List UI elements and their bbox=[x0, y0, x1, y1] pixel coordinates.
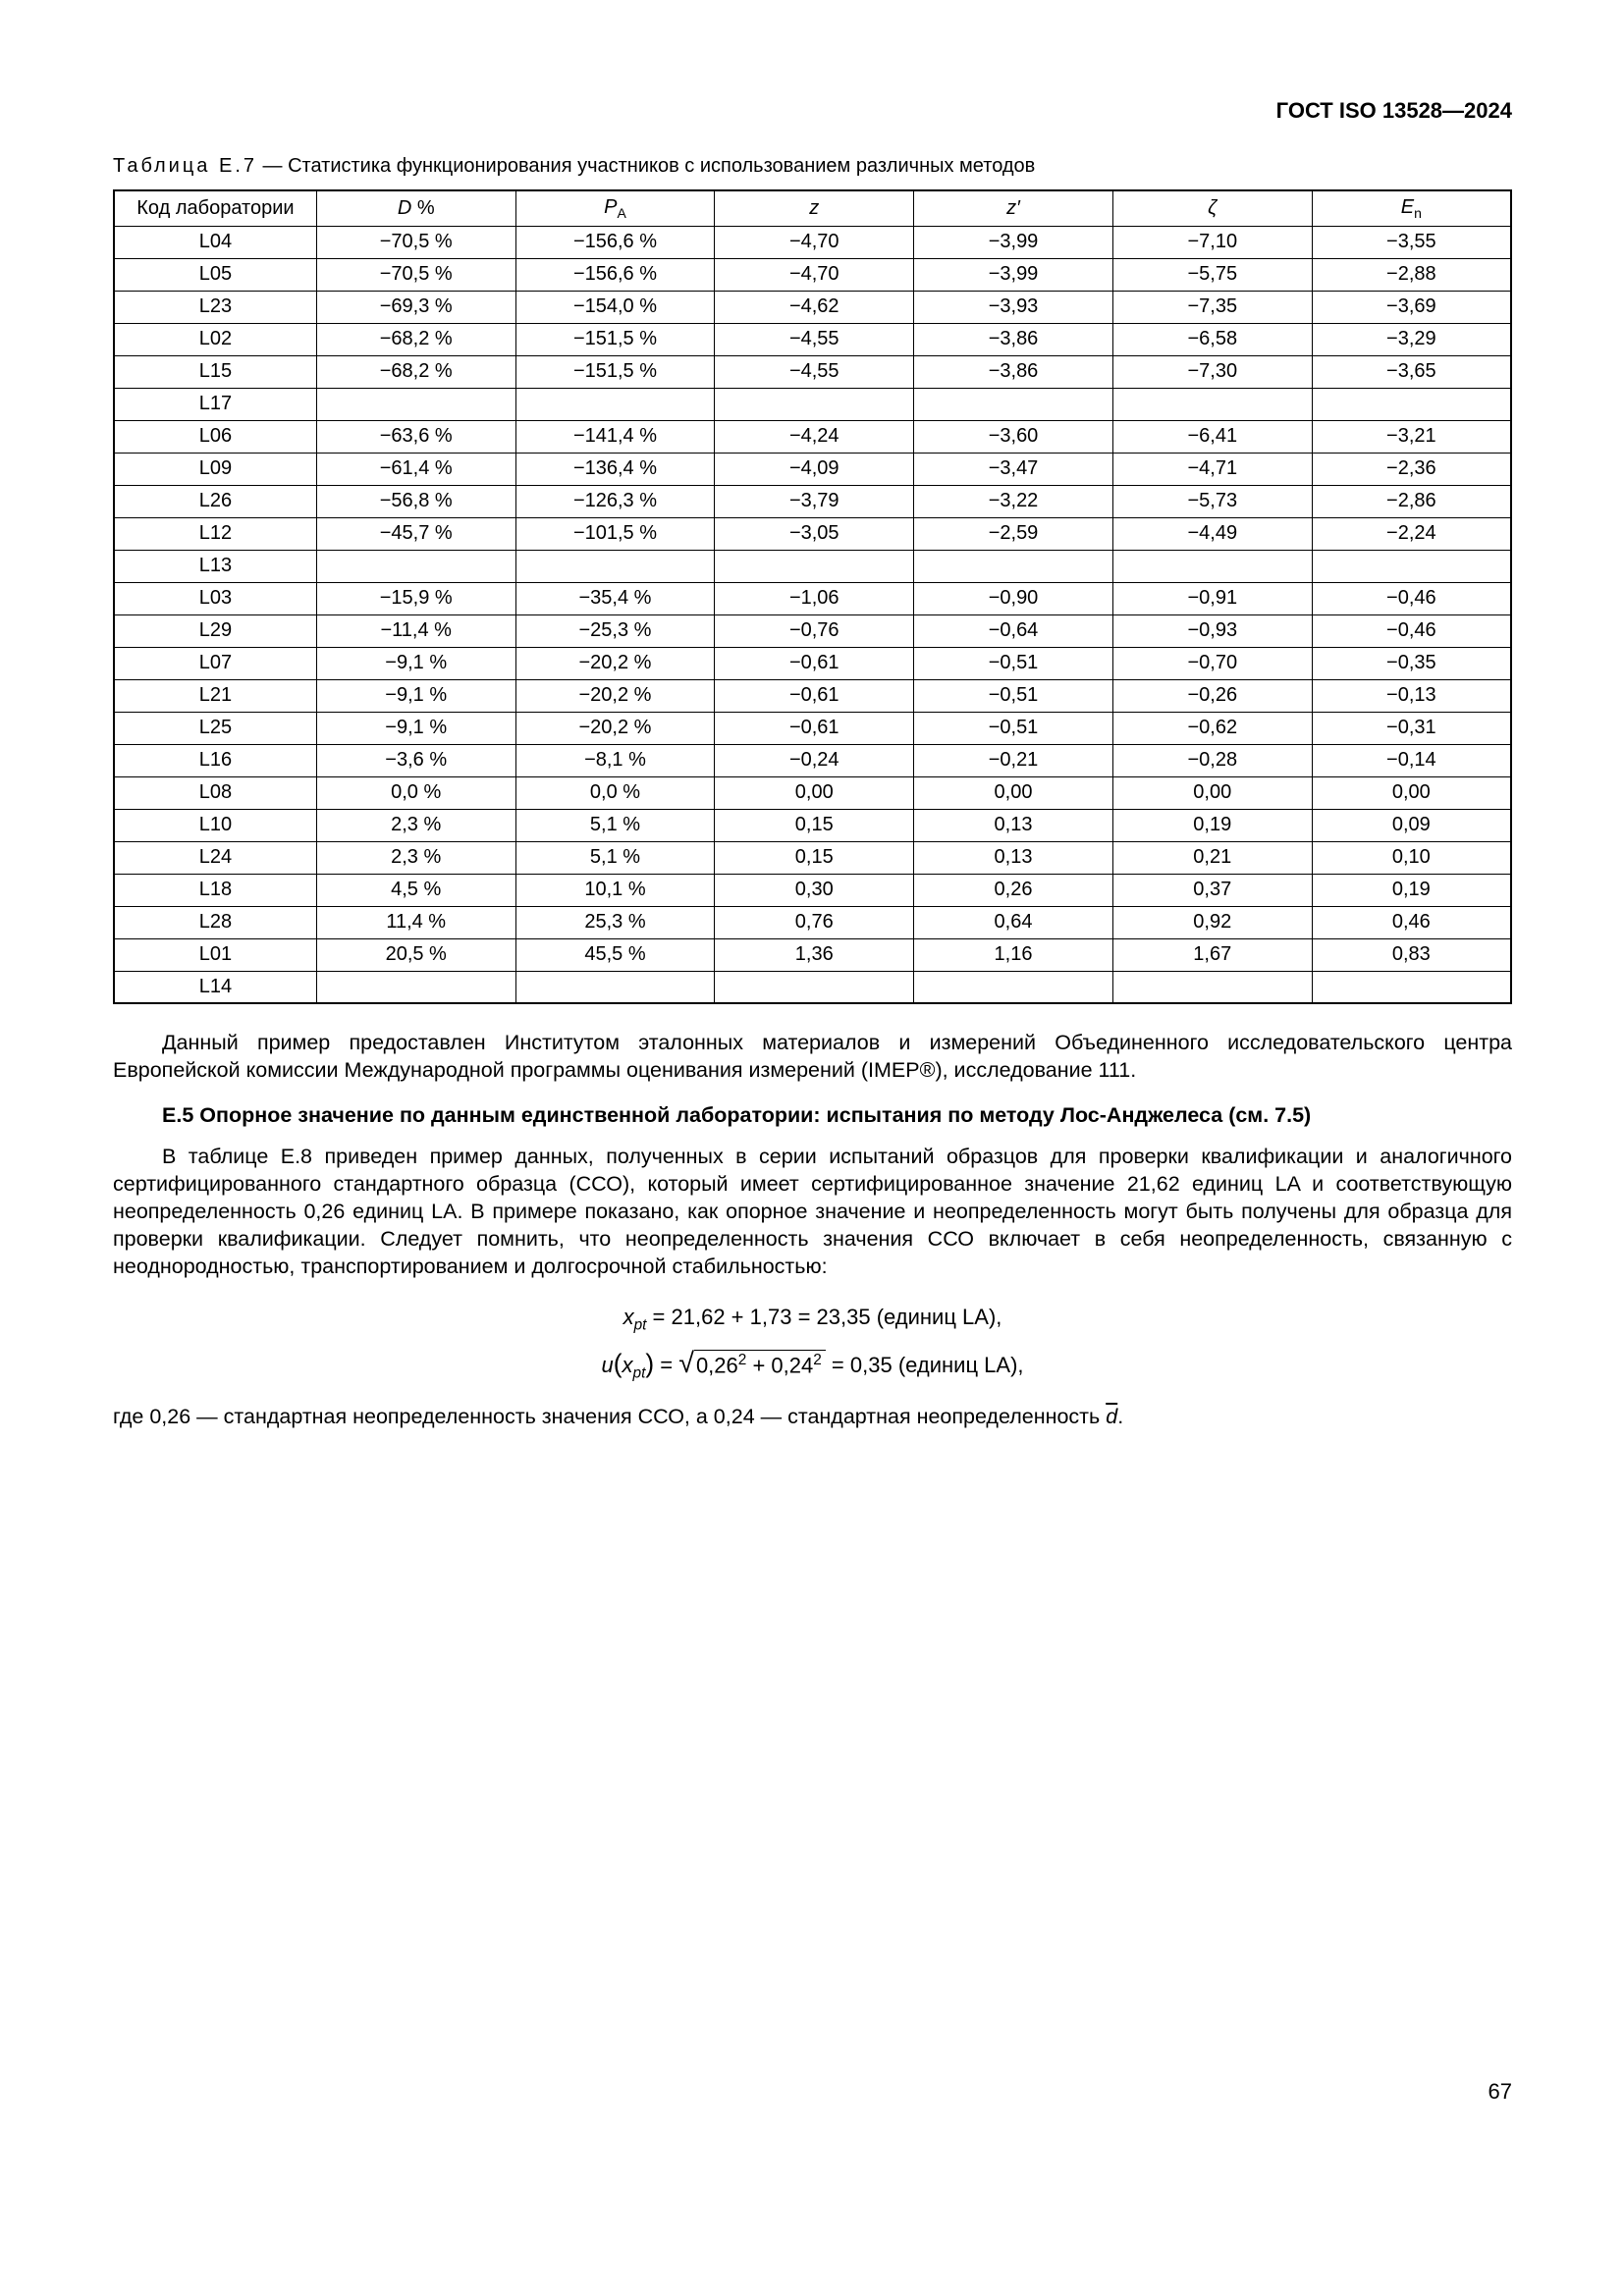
table-row bbox=[114, 291, 1511, 323]
formula-body: = 21,62 + 1,73 = 23,35 bbox=[646, 1304, 877, 1329]
stat-value-cell bbox=[316, 388, 515, 420]
stat-value-cell: −7,35 bbox=[1112, 291, 1312, 323]
stat-value-cell: 0,37 bbox=[1112, 874, 1312, 906]
radicand-term1: 0,26 bbox=[695, 1352, 738, 1377]
stat-value-cell: −0,93 bbox=[1112, 614, 1312, 647]
stat-value-cell: 25,3 % bbox=[515, 906, 715, 938]
stat-value-cell: 0,00 bbox=[715, 776, 914, 809]
stat-value-cell: 0,00 bbox=[1312, 776, 1511, 809]
stat-value-cell: −4,24 bbox=[715, 420, 914, 453]
paren-close: ) bbox=[645, 1348, 655, 1378]
stat-value-cell: −3,47 bbox=[914, 453, 1113, 485]
stat-value-cell: −5,75 bbox=[1112, 258, 1312, 291]
stat-value-cell: −151,5 % bbox=[515, 355, 715, 388]
note-text: где 0,26 — стандартная неопределенность значения ССО, а 0,24 — стандартная неопределенность bbox=[113, 1405, 1107, 1429]
lab-code-cell: L02 bbox=[114, 323, 316, 355]
col-label-sub: A bbox=[617, 204, 626, 221]
lab-code-cell: L04 bbox=[114, 226, 316, 258]
stat-value-cell: −25,3 % bbox=[515, 614, 715, 647]
stat-value-cell: −3,69 bbox=[1312, 291, 1511, 323]
stat-value-cell: −3,79 bbox=[715, 485, 914, 517]
stat-value-cell: −0,24 bbox=[715, 744, 914, 776]
stat-value-cell: −4,55 bbox=[715, 323, 914, 355]
stat-value-cell: 0,92 bbox=[1112, 906, 1312, 938]
col-header-lab-code bbox=[114, 190, 316, 226]
stat-value-cell bbox=[1312, 971, 1511, 1003]
stat-value-cell: −6,58 bbox=[1112, 323, 1312, 355]
stat-value-cell bbox=[515, 388, 715, 420]
radicand bbox=[694, 1350, 826, 1378]
stat-value-cell: −3,05 bbox=[715, 517, 914, 550]
paragraph-e8-intro: В таблице Е.8 приведен пример данных, полученных в серии испытаний образцов для проверки квалификации и аналогичного сертифицированного стандартного образца (ССО), который имеет сертифицированное значение 21,62 единиц LA и соответствующую неопределенность 0,26 единиц LA. В примере показано, как опорное значение и неопределенность могут быть получены для образца для проверки квалификации. Следует помнить, что неопределенность значения ССО включает в себя неопределенность, связанную с неоднородностью, транспортированием и долгосрочной стабильностью: bbox=[113, 1144, 1512, 1278]
stat-value-cell: 0,76 bbox=[715, 906, 914, 938]
stat-value-cell: 0,21 bbox=[1112, 841, 1312, 874]
stat-value-cell: 0,0 % bbox=[515, 776, 715, 809]
stat-value-cell: −3,65 bbox=[1312, 355, 1511, 388]
lab-code-cell: L28 bbox=[114, 906, 316, 938]
stat-value-cell: −6,41 bbox=[1112, 420, 1312, 453]
table-header-row bbox=[114, 190, 1511, 226]
stat-value-cell: 4,5 % bbox=[316, 874, 515, 906]
stat-value-cell: −3,29 bbox=[1312, 323, 1511, 355]
stat-value-cell: 0,46 bbox=[1312, 906, 1511, 938]
stat-value-cell: −70,5 % bbox=[316, 226, 515, 258]
stat-value-cell: −0,70 bbox=[1112, 647, 1312, 679]
stat-value-cell: −126,3 % bbox=[515, 485, 715, 517]
stat-value-cell: −15,9 % bbox=[316, 582, 515, 614]
stat-value-cell: −2,59 bbox=[914, 517, 1113, 550]
table-row bbox=[114, 582, 1511, 614]
formula-result: = 0,35 bbox=[825, 1352, 898, 1377]
stat-value-cell: 0,10 bbox=[1312, 841, 1511, 874]
stat-value-cell: −4,70 bbox=[715, 226, 914, 258]
stat-value-cell: −0,51 bbox=[914, 679, 1113, 712]
stat-value-cell: −3,21 bbox=[1312, 420, 1511, 453]
stat-value-cell: −45,7 % bbox=[316, 517, 515, 550]
page-number: 67 bbox=[1488, 2079, 1512, 2104]
table-row bbox=[114, 809, 1511, 841]
table-caption-text: — Статистика функционирования участников с использованием различных методов bbox=[257, 155, 1036, 177]
doc-header bbox=[113, 98, 1512, 124]
stat-value-cell: −2,88 bbox=[1312, 258, 1511, 291]
stat-value-cell: 45,5 % bbox=[515, 938, 715, 971]
stat-value-cell: −0,61 bbox=[715, 679, 914, 712]
lab-code-cell: L23 bbox=[114, 291, 316, 323]
col-label: z′ bbox=[1006, 196, 1020, 219]
lab-code-cell: L25 bbox=[114, 712, 316, 744]
stat-value-cell: −4,62 bbox=[715, 291, 914, 323]
stat-value-cell bbox=[1112, 550, 1312, 582]
stat-value-cell: −3,99 bbox=[914, 258, 1113, 291]
table-row bbox=[114, 614, 1511, 647]
table-row bbox=[114, 874, 1511, 906]
stat-value-cell bbox=[1312, 550, 1511, 582]
lab-code-cell: L18 bbox=[114, 874, 316, 906]
stat-value-cell: 10,1 % bbox=[515, 874, 715, 906]
note-uncertainty bbox=[113, 1404, 1512, 1431]
stat-value-cell bbox=[715, 550, 914, 582]
lab-code-cell: L10 bbox=[114, 809, 316, 841]
heading-e5: Е.5 Опорное значение по данным единственной лаборатории: испытания по методу Лос-Анджелеса (см. 7.5) bbox=[162, 1102, 1312, 1127]
stat-value-cell: −20,2 % bbox=[515, 679, 715, 712]
lab-code-cell: L17 bbox=[114, 388, 316, 420]
radicand-term2-power: 2 bbox=[813, 1351, 822, 1368]
stat-value-cell: −35,4 % bbox=[515, 582, 715, 614]
stat-value-cell: −63,6 % bbox=[316, 420, 515, 453]
table-row bbox=[114, 938, 1511, 971]
col-header-pa bbox=[515, 190, 715, 226]
stat-value-cell: −3,86 bbox=[914, 355, 1113, 388]
stat-value-cell: 0,13 bbox=[914, 809, 1113, 841]
stat-value-cell: −56,8 % bbox=[316, 485, 515, 517]
stat-value-cell bbox=[515, 971, 715, 1003]
stat-value-cell: −0,14 bbox=[1312, 744, 1511, 776]
stat-value-cell: −156,6 % bbox=[515, 226, 715, 258]
stat-value-cell: −0,51 bbox=[914, 647, 1113, 679]
stat-value-cell: 0,64 bbox=[914, 906, 1113, 938]
col-label: E bbox=[1400, 195, 1415, 218]
table-row bbox=[114, 776, 1511, 809]
formula-var-sub: pt bbox=[633, 1315, 647, 1333]
stat-value-cell: −11,4 % bbox=[316, 614, 515, 647]
lab-code-cell: L03 bbox=[114, 582, 316, 614]
table-caption-label: Таблица Е.7 bbox=[113, 155, 257, 177]
stat-value-cell: 0,26 bbox=[914, 874, 1113, 906]
stat-value-cell: −3,99 bbox=[914, 226, 1113, 258]
formula-var: x bbox=[622, 1352, 633, 1377]
lab-code-cell: L12 bbox=[114, 517, 316, 550]
stat-value-cell bbox=[715, 971, 914, 1003]
stat-value-cell: −8,1 % bbox=[515, 744, 715, 776]
col-header-zeta bbox=[1112, 190, 1312, 226]
stat-value-cell: 5,1 % bbox=[515, 809, 715, 841]
formula-unit: (единиц LA), bbox=[876, 1304, 1002, 1329]
stat-value-cell: 0,0 % bbox=[316, 776, 515, 809]
table-row bbox=[114, 323, 1511, 355]
stat-value-cell: 5,1 % bbox=[515, 841, 715, 874]
stat-value-cell: −0,91 bbox=[1112, 582, 1312, 614]
stat-value-cell: −0,21 bbox=[914, 744, 1113, 776]
stat-value-cell: −136,4 % bbox=[515, 453, 715, 485]
stat-value-cell: 0,15 bbox=[715, 841, 914, 874]
table-row bbox=[114, 550, 1511, 582]
stat-value-cell: −0,76 bbox=[715, 614, 914, 647]
table-row bbox=[114, 906, 1511, 938]
table-row bbox=[114, 744, 1511, 776]
formula-func: u bbox=[601, 1352, 614, 1377]
col-label: z bbox=[809, 196, 820, 219]
stat-value-cell: 0,15 bbox=[715, 809, 914, 841]
col-label-sub: n bbox=[1414, 204, 1422, 221]
stat-value-cell: 1,16 bbox=[914, 938, 1113, 971]
stat-value-cell: −156,6 % bbox=[515, 258, 715, 291]
stat-value-cell: 2,3 % bbox=[316, 809, 515, 841]
stat-value-cell: 2,3 % bbox=[316, 841, 515, 874]
stat-value-cell: −151,5 % bbox=[515, 323, 715, 355]
stat-value-cell: −3,93 bbox=[914, 291, 1113, 323]
radicand-term2: 0,24 bbox=[771, 1352, 814, 1377]
col-header-en bbox=[1312, 190, 1511, 226]
paragraph-imep: Данный пример предоставлен Институтом эталонных материалов и измерений Объединенного исследовательского центра Европейской комиссии Международной программы оценивания измерений (IMEP®), исследование 111. bbox=[113, 1031, 1512, 1082]
col-label: P bbox=[604, 195, 618, 218]
stats-table bbox=[113, 189, 1512, 1004]
stat-value-cell: −154,0 % bbox=[515, 291, 715, 323]
stat-value-cell: 0,00 bbox=[914, 776, 1113, 809]
stat-value-cell: −9,1 % bbox=[316, 679, 515, 712]
stat-value-cell: −0,61 bbox=[715, 647, 914, 679]
stat-value-cell: −101,5 % bbox=[515, 517, 715, 550]
table-row bbox=[114, 517, 1511, 550]
stat-value-cell: −2,24 bbox=[1312, 517, 1511, 550]
stat-value-cell: −4,70 bbox=[715, 258, 914, 291]
lab-code-cell: L29 bbox=[114, 614, 316, 647]
stat-value-cell: −0,28 bbox=[1112, 744, 1312, 776]
stat-value-cell: −0,51 bbox=[914, 712, 1113, 744]
stat-value-cell: −0,61 bbox=[715, 712, 914, 744]
stat-value-cell: −7,30 bbox=[1112, 355, 1312, 388]
lab-code-cell: L06 bbox=[114, 420, 316, 453]
stat-value-cell: −3,22 bbox=[914, 485, 1113, 517]
stat-value-cell: −20,2 % bbox=[515, 712, 715, 744]
table-row bbox=[114, 453, 1511, 485]
note-period: . bbox=[1117, 1405, 1124, 1429]
page-content bbox=[113, 0, 1512, 1431]
sqrt-symbol: √ bbox=[678, 1347, 694, 1379]
stat-value-cell: −0,26 bbox=[1112, 679, 1312, 712]
stat-value-cell: −4,71 bbox=[1112, 453, 1312, 485]
table-row bbox=[114, 647, 1511, 679]
lab-code-cell: L05 bbox=[114, 258, 316, 291]
stat-value-cell: 0,19 bbox=[1112, 809, 1312, 841]
paren-open: ( bbox=[613, 1348, 623, 1378]
stat-value-cell: −20,2 % bbox=[515, 647, 715, 679]
lab-code-cell: L21 bbox=[114, 679, 316, 712]
lab-code-cell: L16 bbox=[114, 744, 316, 776]
stat-value-cell bbox=[515, 550, 715, 582]
col-label: Код лаборатории bbox=[136, 196, 295, 219]
equals-sign: = bbox=[654, 1352, 679, 1377]
col-label: D bbox=[397, 196, 412, 219]
stat-value-cell: −61,4 % bbox=[316, 453, 515, 485]
table-row bbox=[114, 971, 1511, 1003]
lab-code-cell: L26 bbox=[114, 485, 316, 517]
stat-value-cell: −0,13 bbox=[1312, 679, 1511, 712]
table-row bbox=[114, 841, 1511, 874]
col-label: ζ bbox=[1208, 196, 1218, 219]
col-header-d bbox=[316, 190, 515, 226]
stat-value-cell: −0,62 bbox=[1112, 712, 1312, 744]
stat-value-cell: −0,64 bbox=[914, 614, 1113, 647]
doc-title: ГОСТ ISO 13528—2024 bbox=[1275, 98, 1512, 123]
stat-value-cell: −70,5 % bbox=[316, 258, 515, 291]
stat-value-cell: −3,55 bbox=[1312, 226, 1511, 258]
formula-var-sub: pt bbox=[632, 1364, 646, 1382]
lab-code-cell: L14 bbox=[114, 971, 316, 1003]
stat-value-cell: −0,46 bbox=[1312, 582, 1511, 614]
stat-value-cell bbox=[914, 550, 1113, 582]
table-caption bbox=[113, 155, 1512, 178]
table-row bbox=[114, 355, 1511, 388]
stat-value-cell: 0,00 bbox=[1112, 776, 1312, 809]
lab-code-cell: L13 bbox=[114, 550, 316, 582]
lab-code-cell: L24 bbox=[114, 841, 316, 874]
stat-value-cell bbox=[316, 971, 515, 1003]
formula-xpt bbox=[113, 1305, 1512, 1334]
stat-value-cell bbox=[316, 550, 515, 582]
stats-table-body bbox=[114, 226, 1511, 1003]
stat-value-cell: −3,86 bbox=[914, 323, 1113, 355]
table-row bbox=[114, 420, 1511, 453]
stat-value-cell: 0,13 bbox=[914, 841, 1113, 874]
stat-value-cell: −3,60 bbox=[914, 420, 1113, 453]
table-row bbox=[114, 258, 1511, 291]
stat-value-cell: −4,09 bbox=[715, 453, 914, 485]
stat-value-cell: −2,86 bbox=[1312, 485, 1511, 517]
lab-code-cell: L07 bbox=[114, 647, 316, 679]
stat-value-cell bbox=[914, 971, 1113, 1003]
stat-value-cell: 1,36 bbox=[715, 938, 914, 971]
stat-value-cell: −0,35 bbox=[1312, 647, 1511, 679]
stat-value-cell: 0,83 bbox=[1312, 938, 1511, 971]
table-row bbox=[114, 485, 1511, 517]
stat-value-cell bbox=[1312, 388, 1511, 420]
col-label-suffix: % bbox=[411, 196, 435, 219]
stat-value-cell bbox=[914, 388, 1113, 420]
stat-value-cell: 1,67 bbox=[1112, 938, 1312, 971]
lab-code-cell: L08 bbox=[114, 776, 316, 809]
lab-code-cell: L09 bbox=[114, 453, 316, 485]
plus-sign: + bbox=[746, 1352, 772, 1377]
stat-value-cell: −9,1 % bbox=[316, 712, 515, 744]
d-bar-symbol: $\overline{d}$ bbox=[1106, 1405, 1118, 1429]
stat-value-cell bbox=[1112, 971, 1312, 1003]
stat-value-cell: −9,1 % bbox=[316, 647, 515, 679]
stat-value-cell: 20,5 % bbox=[316, 938, 515, 971]
lab-code-cell: L01 bbox=[114, 938, 316, 971]
formula-var: x bbox=[623, 1304, 634, 1329]
formula-u-xpt bbox=[113, 1348, 1512, 1382]
formula-unit: (единиц LA), bbox=[897, 1352, 1024, 1377]
stat-value-cell: −3,6 % bbox=[316, 744, 515, 776]
stat-value-cell: −2,36 bbox=[1312, 453, 1511, 485]
stat-value-cell: 11,4 % bbox=[316, 906, 515, 938]
stat-value-cell: −7,10 bbox=[1112, 226, 1312, 258]
stat-value-cell bbox=[715, 388, 914, 420]
stat-value-cell: 0,09 bbox=[1312, 809, 1511, 841]
lab-code-cell: L15 bbox=[114, 355, 316, 388]
table-row bbox=[114, 679, 1511, 712]
stat-value-cell: −68,2 % bbox=[316, 355, 515, 388]
stat-value-cell: −4,49 bbox=[1112, 517, 1312, 550]
stat-value-cell: −69,3 % bbox=[316, 291, 515, 323]
stat-value-cell: 0,30 bbox=[715, 874, 914, 906]
stat-value-cell: −4,55 bbox=[715, 355, 914, 388]
stat-value-cell: 0,19 bbox=[1312, 874, 1511, 906]
stat-value-cell: −1,06 bbox=[715, 582, 914, 614]
stat-value-cell: −0,90 bbox=[914, 582, 1113, 614]
stat-value-cell: −0,46 bbox=[1312, 614, 1511, 647]
col-header-z bbox=[715, 190, 914, 226]
stat-value-cell: −141,4 % bbox=[515, 420, 715, 453]
table-row bbox=[114, 388, 1511, 420]
stat-value-cell: −68,2 % bbox=[316, 323, 515, 355]
table-row bbox=[114, 712, 1511, 744]
stat-value-cell bbox=[1112, 388, 1312, 420]
stat-value-cell: −0,31 bbox=[1312, 712, 1511, 744]
radicand-term1-power: 2 bbox=[737, 1351, 747, 1368]
table-row bbox=[114, 226, 1511, 258]
col-header-z-prime bbox=[914, 190, 1113, 226]
stat-value-cell: −5,73 bbox=[1112, 485, 1312, 517]
